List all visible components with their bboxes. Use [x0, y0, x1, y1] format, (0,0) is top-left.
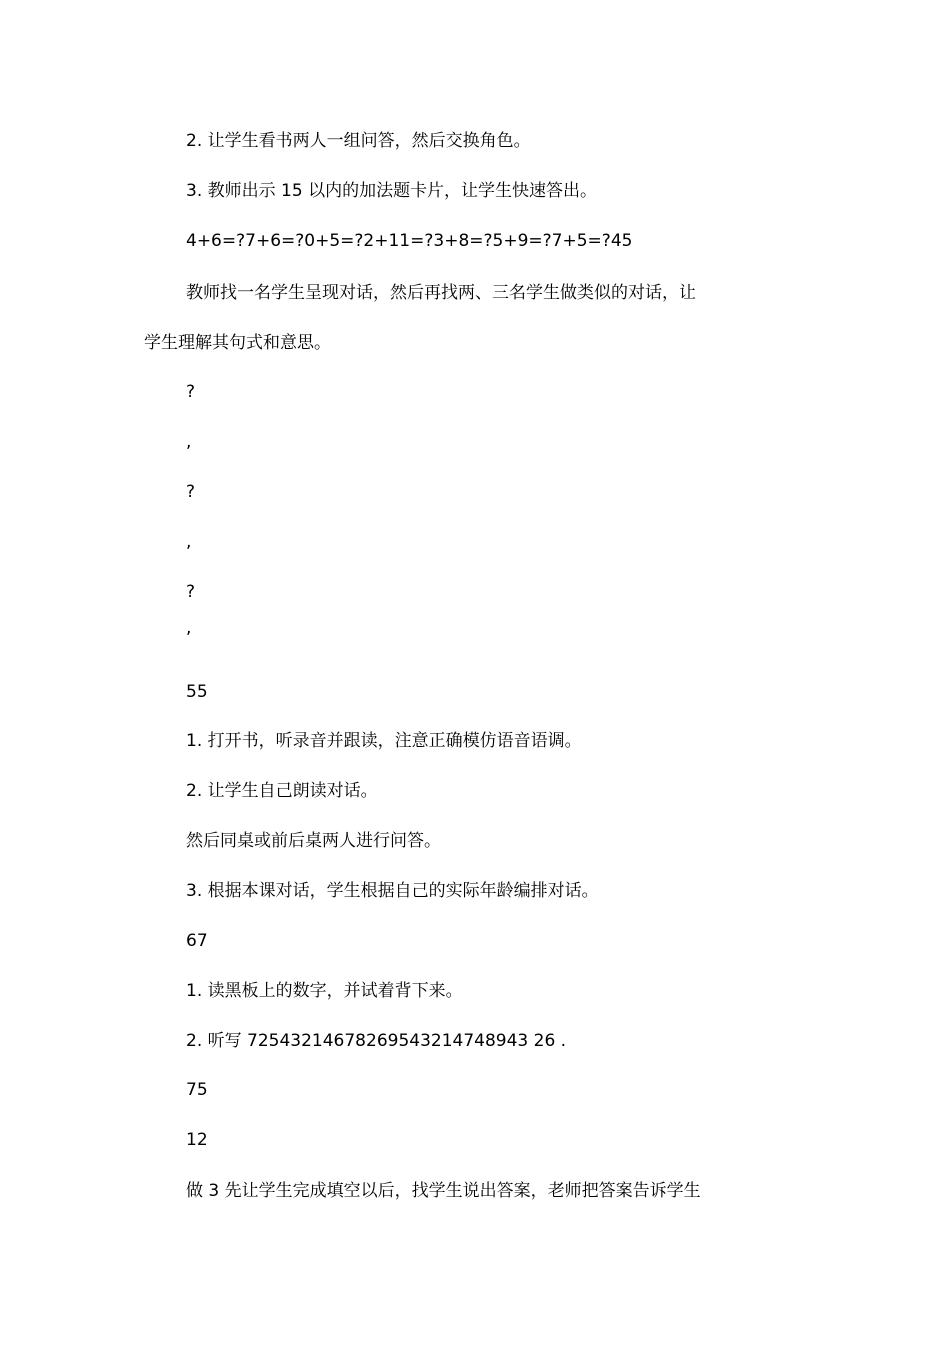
text-line-9: ,: [186, 532, 192, 552]
text-line-8: ?: [186, 482, 196, 502]
text-line-10: ?: [186, 582, 196, 602]
text-line-2: 3. 教师出示 15 以内的加法题卡片，让学生快速答出。: [186, 181, 598, 201]
text-line-7: ,: [186, 432, 192, 452]
text-line-22: 做 3 先让学生完成填空以后，找学生说出答案，老师把答案告诉学生: [186, 1181, 701, 1201]
text-line-13: 1. 打开书，听录音并跟读，注意正确模仿语音语调。: [186, 731, 582, 751]
text-line-20: 75: [186, 1080, 208, 1100]
text-line-14: 2. 让学生自己朗读对话。: [186, 781, 378, 801]
text-line-1: 2. 让学生看书两人一组问答，然后交换角色。: [186, 131, 531, 151]
text-line-5: 学生理解其句式和意思。: [144, 333, 331, 353]
text-line-4: 教师找一名学生呈现对话，然后再找两、三名学生做类似的对话，让: [186, 283, 696, 303]
text-line-16: 3. 根据本课对话，学生根据自己的实际年龄编排对话。: [186, 881, 599, 901]
text-line-6: ?: [186, 382, 196, 402]
text-line-18: 1. 读黑板上的数字，并试着背下来。: [186, 981, 463, 1001]
text-line-11: ,: [186, 618, 192, 638]
text-line-21: 12: [186, 1130, 208, 1150]
text-line-17: 67: [186, 931, 208, 951]
text-line-15: 然后同桌或前后桌两人进行问答。: [186, 831, 441, 851]
text-line-12: 55: [186, 682, 208, 702]
text-line-3: 4+6=?7+6=?0+5=?2+11=?3+8=?5+9=?7+5=?45: [186, 231, 633, 251]
text-line-19: 2. 听写 72543214678269543214748943 26 .: [186, 1031, 567, 1051]
